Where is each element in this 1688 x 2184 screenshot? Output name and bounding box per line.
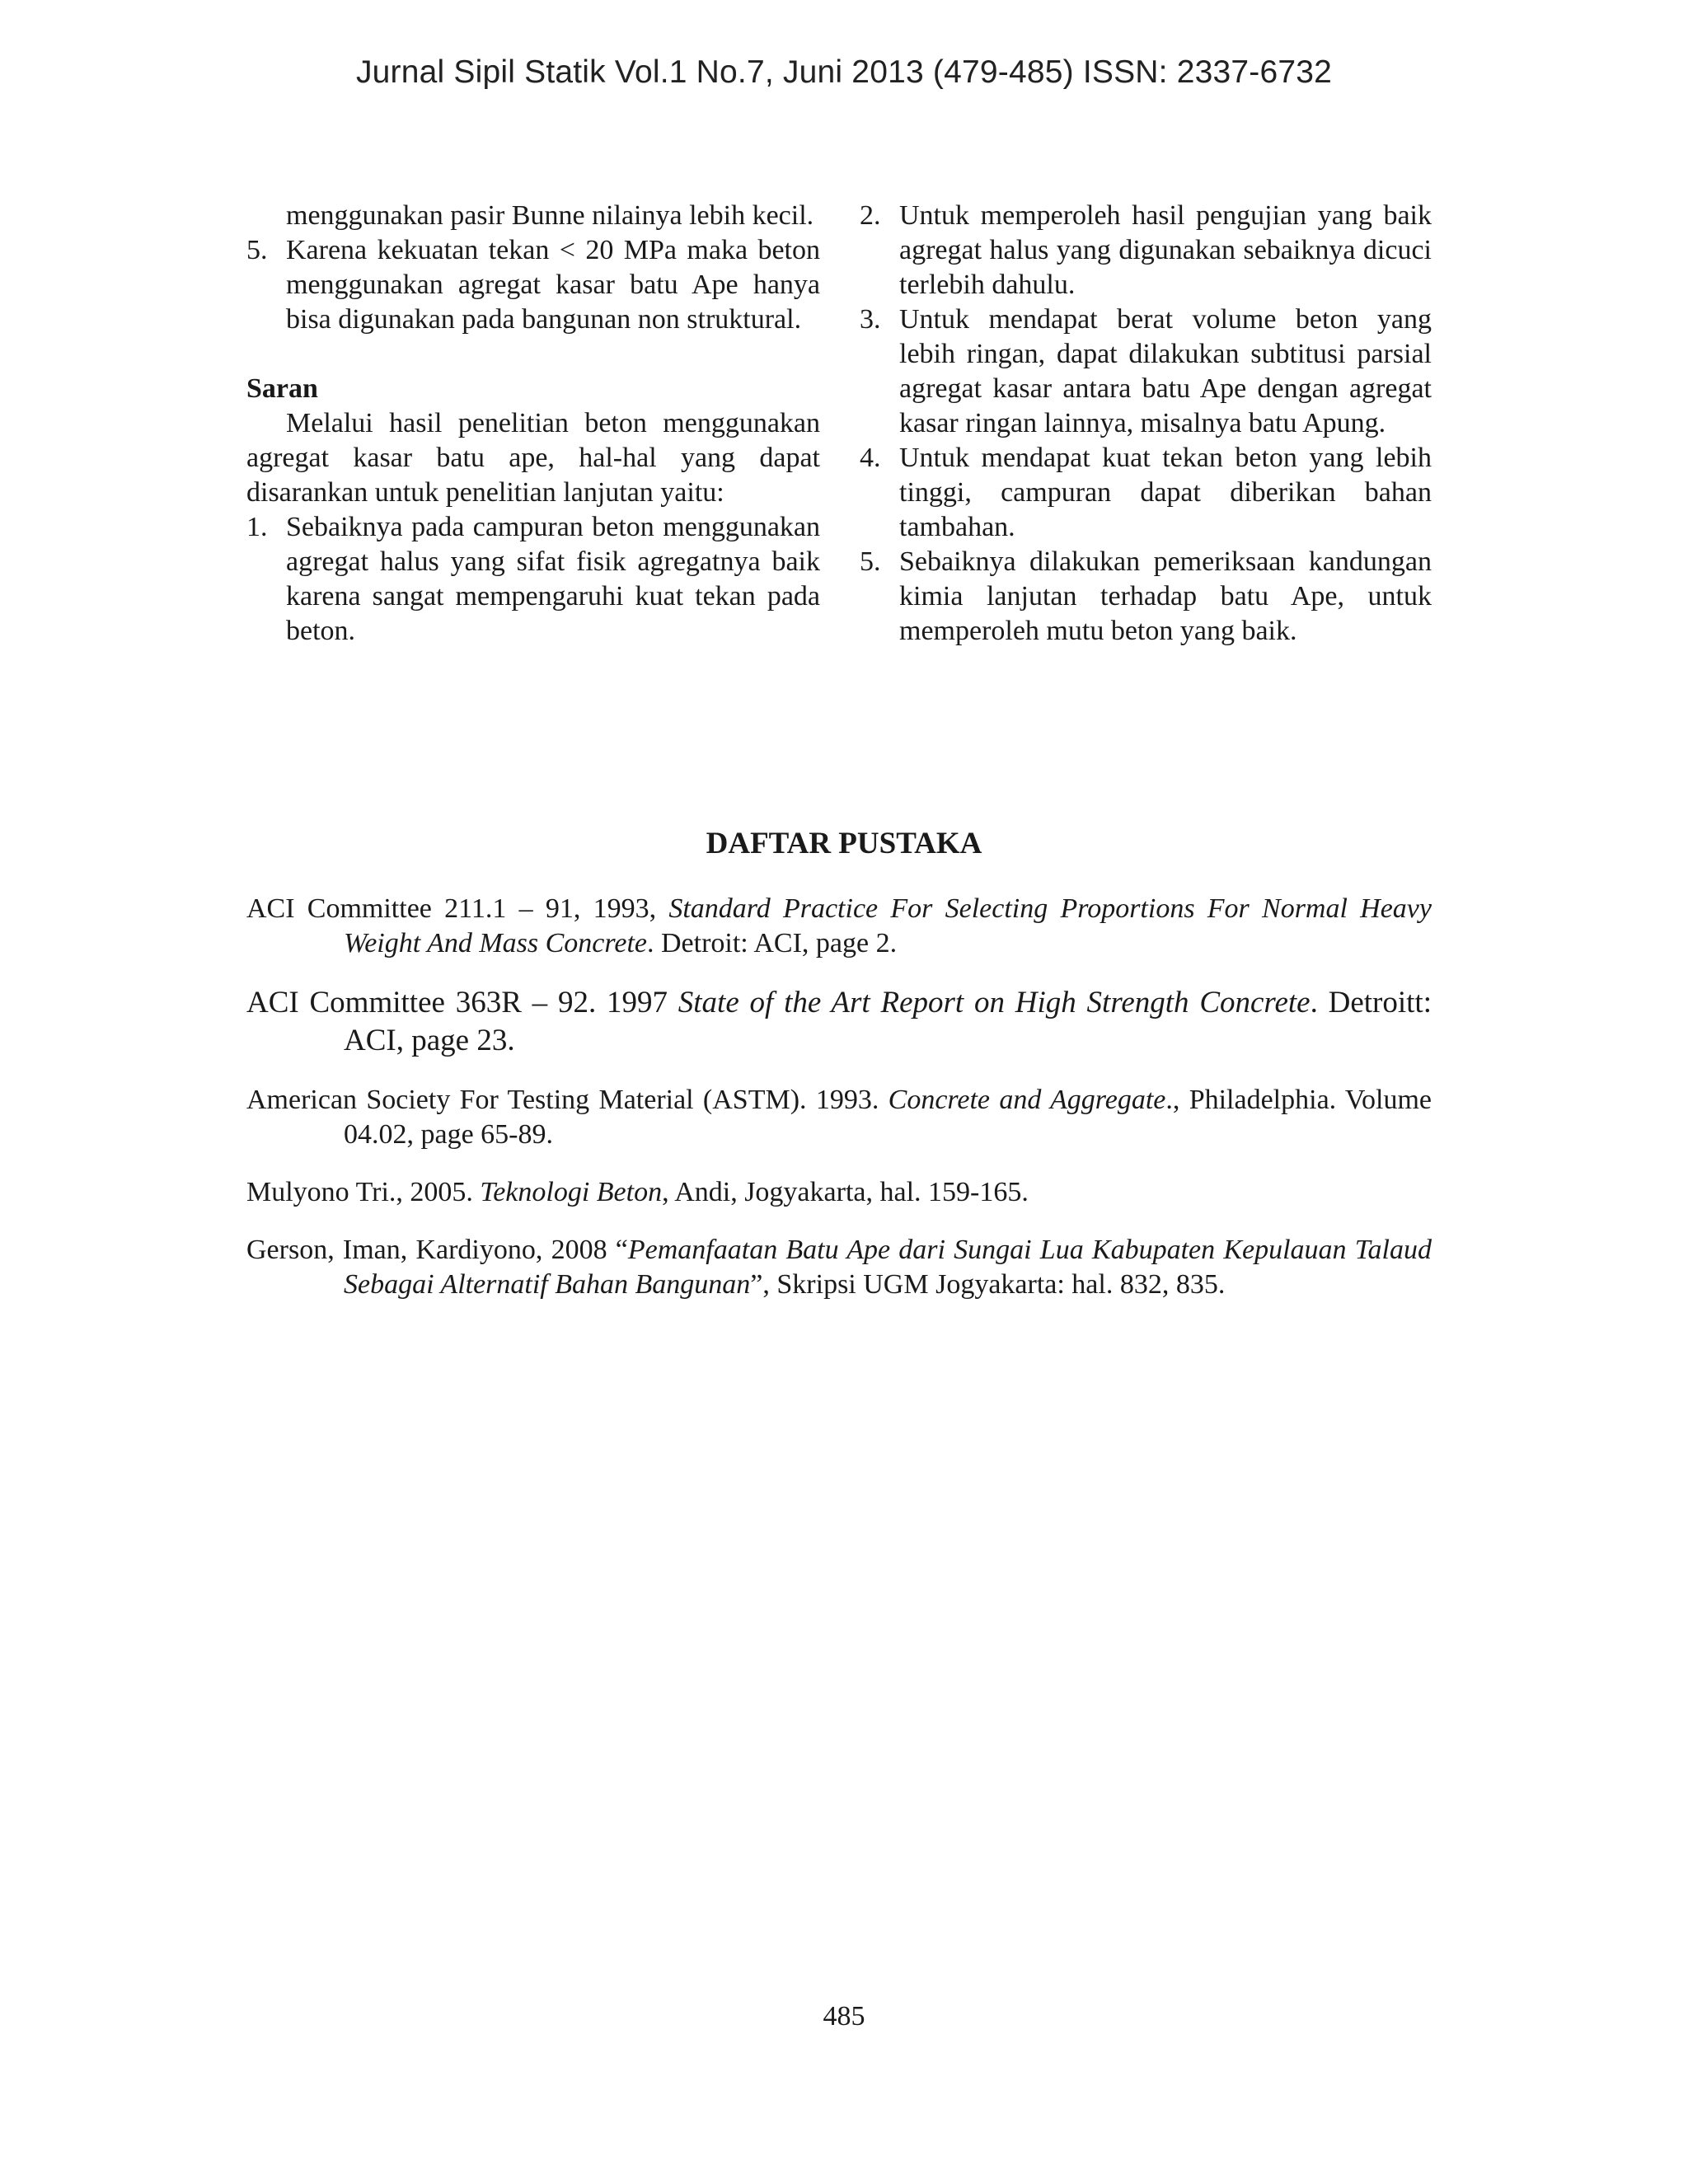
reference-item [246, 892, 1432, 961]
reference-item [246, 1233, 1432, 1302]
reference-authors: ACI Committee 211.1 – 91, 1993, [246, 893, 669, 924]
reference-details: ”, Skripsi UGM Jogyakarta: hal. 832, 835. [750, 1269, 1226, 1300]
saran-heading: Saran [246, 373, 318, 404]
reference-list [246, 892, 1432, 1325]
reference-details: . Detroitt: ACI, page 23. [344, 986, 1432, 1057]
saran-item-2 [860, 199, 1432, 302]
saran-item-3 [860, 302, 1432, 441]
reference-authors: American Society For Testing Material (ASTM). 1993. [246, 1085, 889, 1115]
list-number: 2. [860, 200, 881, 231]
reference-item [246, 1175, 1432, 1210]
reference-authors: ACI Committee 363R – 92. 1997 [246, 986, 678, 1019]
reference-authors: Gerson, Iman, Kardiyono, 2008 “ [246, 1235, 628, 1265]
list-number: 4. [860, 443, 881, 473]
list-text: Karena kekuatan tekan < 20 MPa maka beton menggunakan agregat kasar batu Ape hanya bisa digunakan pada bangunan non struktural. [286, 235, 820, 335]
list-text: Sebaiknya pada campuran beton menggunakan agregat halus yang sifat fisik agregatnya baik karena sangat mempengaruhi kuat tekan pada beton. [286, 512, 820, 646]
reference-details: ., Philadelphia. Volume 04.02, page 65-89. [344, 1085, 1432, 1150]
reference-item [246, 984, 1432, 1060]
page-number: 485 [823, 2001, 865, 2032]
reference-title: Concrete and Aggregate [888, 1085, 1166, 1115]
list-number: 3. [860, 304, 881, 335]
list-number: 5. [860, 546, 881, 577]
list-number: 5. [246, 235, 268, 265]
saran-item-1 [246, 510, 820, 649]
list-text: Untuk mendapat kuat tekan beton yang lebih tinggi, campuran dapat diberikan bahan tambahan. [899, 443, 1432, 542]
reference-authors: Mulyono Tri., 2005. [246, 1177, 481, 1207]
reference-title: Standard Practice For Selecting Proportions For Normal Heavy Weight And Mass Concrete [344, 893, 1432, 958]
list-number: 1. [246, 512, 268, 542]
reference-title: Teknologi Beton [480, 1177, 663, 1207]
conclusion-continuation: menggunakan pasir Bunne nilainya lebih kecil. [286, 200, 814, 231]
reference-details: . Detroit: ACI, page 2. [647, 928, 898, 958]
saran-item-4 [860, 441, 1432, 545]
reference-title: State of the Art Report on High Strength Concrete [678, 986, 1311, 1019]
saran-intro: Melalui hasil penelitian beton menggunakan agregat kasar batu ape, hal-hal yang dapat disarankan untuk penelitian lanjutan yaitu: [246, 408, 820, 508]
saran-item-5 [860, 545, 1432, 649]
list-text: Sebaiknya dilakukan pemeriksaan kandungan kimia lanjutan terhadap batu Ape, untuk memperoleh mutu beton yang baik. [899, 546, 1432, 646]
reference-title: Pemanfaatan Batu Ape dari Sungai Lua Kabupaten Kepulauan Talaud Sebagai Alternatif Bahan Bangunan [344, 1235, 1432, 1300]
left-column [246, 199, 820, 649]
reference-details: , Andi, Jogyakarta, hal. 159-165. [662, 1177, 1029, 1207]
conclusion-item-5 [246, 233, 820, 337]
list-text: Untuk mendapat berat volume beton yang lebih ringan, dapat dilakukan subtitusi parsial agregat kasar antara batu Ape dengan agregat kasar ringan lainnya, misalnya batu Apung. [899, 304, 1432, 438]
references-title: DAFTAR PUSTAKA [706, 827, 982, 860]
right-column [860, 199, 1432, 649]
reference-item [246, 1083, 1432, 1152]
running-head: Jurnal Sipil Statik Vol.1 No.7, Juni 2013 (479-485) ISSN: 2337-6732 [355, 54, 1333, 90]
list-text: Untuk memperoleh hasil pengujian yang baik agregat halus yang digunakan sebaiknya dicuci terlebih dahulu. [899, 200, 1432, 300]
